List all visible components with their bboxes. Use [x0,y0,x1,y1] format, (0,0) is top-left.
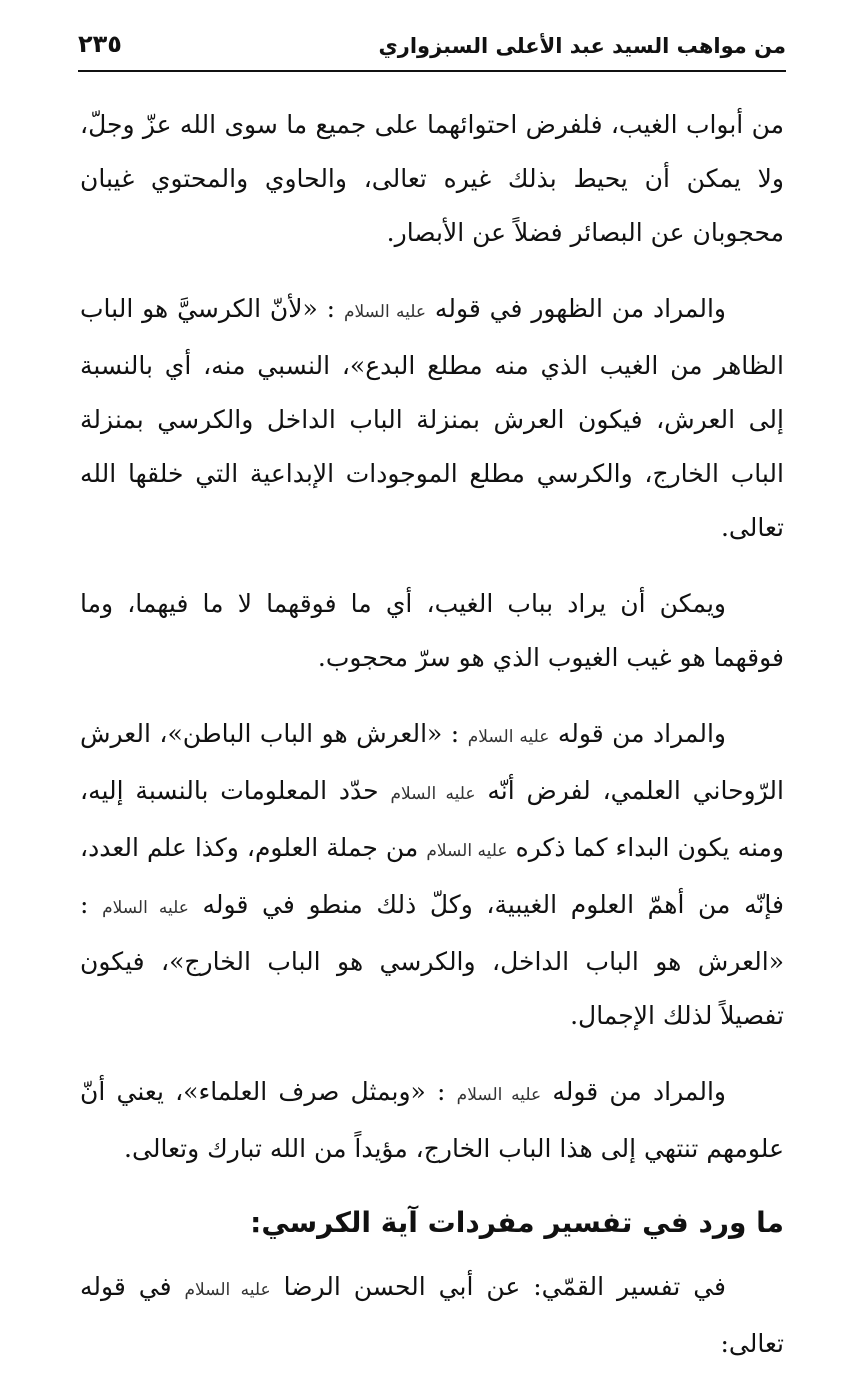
paragraph-1-text: من أبواب الغيب، فلفرض احتوائهما على جميع ما سوى الله عزّ وجلّ، ولا يمكن أن يحيط بذلك غيره تعالى، والحاوي والمحتوي غيبان محجوبان عن البصائر فضلاً عن الأبصار. [80,110,784,247]
honorific-glyph: عليه السلام [390,784,476,804]
honorific-glyph: عليه السلام [426,841,508,861]
paragraph-5-after: : «وبمثل صرف العلماء»، يعني أنّ علومهم تنتهي إلى هذا الباب الخارج، مؤيداً من الله تبارك وتعالى. [80,1077,784,1163]
paragraph-6-before: في تفسير القمّي: عن أبي الحسن الرضا [283,1272,726,1301]
paragraph-3 [80,577,784,685]
paragraph-2 [80,282,784,555]
paragraph-4-part-5: : «العرش هو الباب الداخل، والكرسي هو الباب الخارج»، فيكون تفصيلاً لذلك الإجمال. [80,890,784,1030]
paragraph-2-after: : «لأنّ الكرسيَّ هو الباب الظاهر من الغيب الذي منه مطلع البدع»، النسبي منه، أي بالنسبة إلى العرش، فيكون العرش بمنزلة الباب الداخل والكرسي بمنزلة الباب الخارج، والكرسي مطلع الموجودات الإبداعية التي خلقها الله تعالى. [80,294,784,542]
running-title: من مواهب السيد عبد الأعلى السبزواري [378,34,786,58]
paragraph-4 [80,707,784,1043]
page-number: ٢٣٥ [78,30,122,58]
page-header [78,26,786,66]
paragraph-1 [80,98,784,260]
honorific-glyph: عليه السلام [102,898,189,918]
paragraph-5 [80,1065,784,1176]
section-heading: ما ورد في تفسير مفردات آية الكرسي: [250,1206,784,1239]
paragraph-4-part-3: حدّد المعلومات بالنسبة إليه، ومنه يكون البداء كما ذكره [80,776,784,862]
honorific-glyph: عليه السلام [184,1280,271,1300]
paragraph-6-after: في قوله تعالى: [80,1272,784,1358]
paragraph-4-part-2: : «العرش هو الباب الباطن»، العرش الرّوحاني العلمي، لفرض أنّه [80,719,784,805]
paragraph-4-part-1: والمراد من قوله [557,719,726,748]
honorific-glyph: عليه السلام [456,1085,542,1105]
honorific-glyph: عليه السلام [467,727,550,747]
page-body [80,98,784,1393]
paragraph-5-before: والمراد من قوله [552,1077,726,1106]
header-rule [78,70,786,72]
paragraph-2-before: والمراد من الظهور في قوله [434,294,727,323]
honorific-glyph: عليه السلام [343,302,427,322]
paragraph-3-text: ويمكن أن يراد بباب الغيب، أي ما فوقهما لا ما فيهما، وما فوقهما هو غيب الغيوب الذي هو سرّ محجوب. [80,589,784,672]
paragraph-4-part-4: من جملة العلوم، وكذا علم العدد، فإنّه من أهمّ العلوم الغيبية، وكلّ ذلك منطو في قوله [80,833,784,919]
paragraph-6 [80,1260,784,1371]
